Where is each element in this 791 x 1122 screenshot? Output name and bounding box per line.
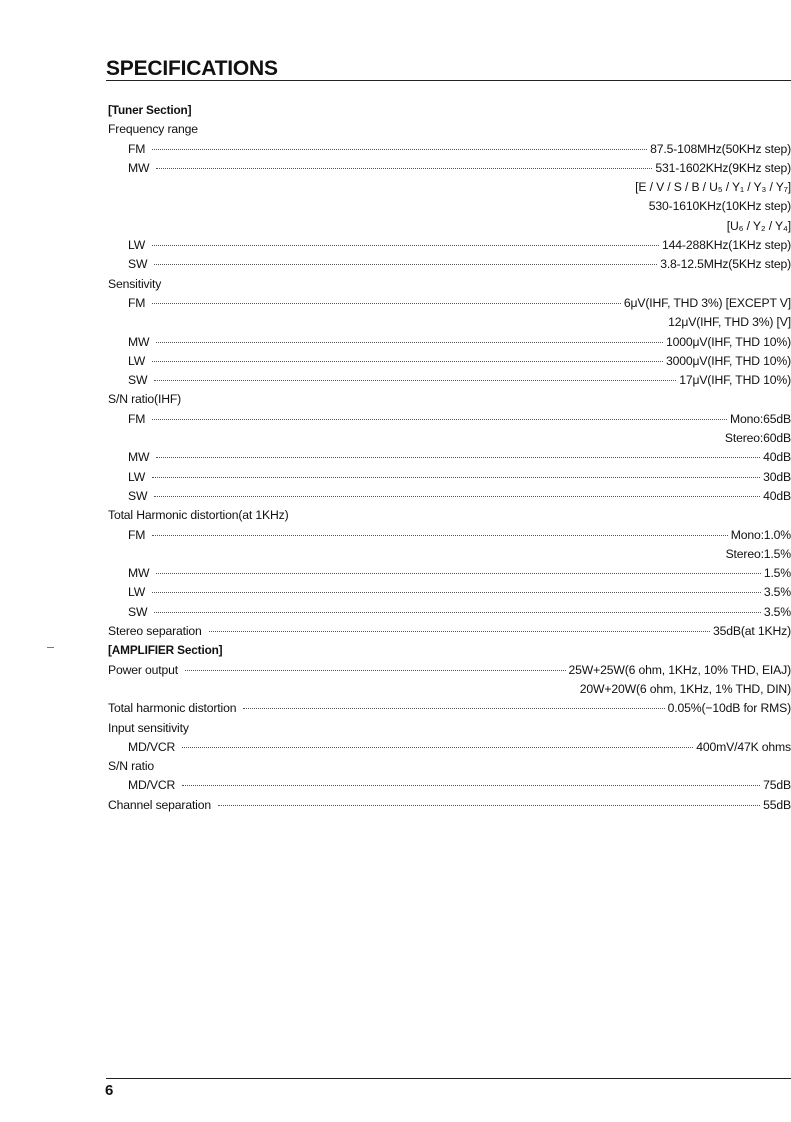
spec-value: 75dB xyxy=(763,778,791,793)
dot-leader xyxy=(152,419,727,420)
spec-label: Power output xyxy=(108,662,179,677)
spec-label: MD/VCR xyxy=(128,778,176,793)
spec-value: 40dB xyxy=(763,450,791,465)
spec-label: SW xyxy=(128,488,148,503)
margin-mark xyxy=(47,647,54,648)
spec-value: 1000μV(IHF, THD 10%) xyxy=(665,334,791,349)
spec-row xyxy=(108,159,791,178)
spec-row xyxy=(108,140,791,159)
spec-value-continuation: [U₆ / Y₂ / Y₄] xyxy=(726,218,791,233)
footer-rule xyxy=(106,1078,791,1079)
dot-leader xyxy=(156,168,652,169)
spec-value-continuation: 530-1610KHz(10KHz step) xyxy=(648,199,791,214)
section-heading: [AMPLIFIER Section] xyxy=(108,643,223,658)
spec-value: Mono:65dB xyxy=(730,411,791,426)
dot-leader xyxy=(152,477,760,478)
dot-leader xyxy=(152,245,659,246)
specifications-list xyxy=(108,101,791,815)
spec-row xyxy=(108,352,791,371)
spec-label: LW xyxy=(128,238,146,253)
spec-label: MW xyxy=(128,566,150,581)
spec-row xyxy=(108,448,791,467)
spec-row xyxy=(108,796,791,815)
spec-value-continuation: Stereo:60dB xyxy=(724,431,791,446)
spec-value-continuation: 20W+20W(6 ohm, 1KHz, 1% THD, DIN) xyxy=(579,681,791,696)
dot-leader xyxy=(156,342,663,343)
dot-leader xyxy=(154,612,760,613)
dot-leader xyxy=(154,496,760,497)
spec-label: LW xyxy=(128,469,146,484)
spec-value: 3.5% xyxy=(763,585,791,600)
spec-row xyxy=(108,776,791,795)
spec-group-heading: Input sensitivity xyxy=(108,720,189,735)
spec-row xyxy=(108,236,791,255)
dot-leader xyxy=(156,457,760,458)
spec-label: FM xyxy=(128,295,146,310)
spec-row xyxy=(108,294,791,313)
dot-leader xyxy=(156,573,760,574)
spec-value: 6μV(IHF, THD 3%) [EXCEPT V] xyxy=(623,295,791,310)
spec-value: 3000μV(IHF, THD 10%) xyxy=(665,353,791,368)
spec-label: MW xyxy=(128,450,150,465)
dot-leader xyxy=(152,303,621,304)
spec-value-continuation: 12μV(IHF, THD 3%) [V] xyxy=(668,315,791,330)
spec-value: 3.8-12.5MHz(5KHz step) xyxy=(660,257,791,272)
spec-label: FM xyxy=(128,411,146,426)
page-title: SPECIFICATIONS xyxy=(106,57,278,80)
spec-label: SW xyxy=(128,373,148,388)
spec-row xyxy=(108,487,791,506)
spec-row xyxy=(108,699,791,718)
spec-row xyxy=(108,583,791,602)
spec-value: 30dB xyxy=(763,469,791,484)
dot-leader xyxy=(152,592,761,593)
dot-leader xyxy=(218,805,760,806)
spec-value: 40dB xyxy=(763,488,791,503)
spec-row xyxy=(108,468,791,487)
spec-row xyxy=(108,333,791,352)
spec-label: LW xyxy=(128,585,146,600)
spec-label: Channel separation xyxy=(108,797,212,812)
spec-row xyxy=(108,371,791,390)
spec-label: LW xyxy=(128,353,146,368)
spec-group-heading: Sensitivity xyxy=(108,276,162,291)
spec-group-heading: Frequency range xyxy=(108,122,198,137)
spec-value: 25W+25W(6 ohm, 1KHz, 10% THD, EIAJ) xyxy=(568,662,791,677)
spec-label: FM xyxy=(128,141,146,156)
spec-value: 35dB(at 1KHz) xyxy=(713,624,791,639)
spec-row xyxy=(108,526,791,545)
spec-value: 531-1602KHz(9KHz step) xyxy=(655,160,791,175)
spec-value: 0.05%(−10dB for RMS) xyxy=(667,701,791,716)
page-number: 6 xyxy=(105,1082,114,1099)
spec-value: Mono:1.0% xyxy=(730,527,791,542)
spec-row xyxy=(108,603,791,622)
spec-label: FM xyxy=(128,527,146,542)
spec-label: MD/VCR xyxy=(128,739,176,754)
spec-value-continuation: Stereo:1.5% xyxy=(725,546,791,561)
spec-value: 144-288KHz(1KHz step) xyxy=(662,238,791,253)
spec-label: SW xyxy=(128,604,148,619)
spec-group-heading: S/N ratio(IHF) xyxy=(108,392,182,407)
spec-value-continuation: [E / V / S / B / U₅ / Y₁ / Y₃ / Y₇] xyxy=(635,180,791,195)
section-heading: [Tuner Section] xyxy=(108,103,192,117)
spec-group-heading: Total Harmonic distortion(at 1KHz) xyxy=(108,508,289,523)
spec-label: SW xyxy=(128,257,148,272)
dot-leader xyxy=(182,785,760,786)
spec-row xyxy=(108,255,791,274)
spec-value: 400mV/47K ohms xyxy=(696,739,791,754)
spec-group-heading: S/N ratio xyxy=(108,759,155,774)
dot-leader xyxy=(154,380,676,381)
dot-leader xyxy=(209,631,710,632)
spec-row xyxy=(108,410,791,429)
dot-leader xyxy=(154,264,657,265)
spec-row xyxy=(108,564,791,583)
spec-row xyxy=(108,661,791,680)
dot-leader xyxy=(152,361,663,362)
dot-leader xyxy=(243,708,664,709)
spec-value: 1.5% xyxy=(763,566,791,581)
spec-row xyxy=(108,622,791,641)
spec-row xyxy=(108,738,791,757)
dot-leader xyxy=(152,535,727,536)
title-rule xyxy=(106,80,791,81)
spec-value: 55dB xyxy=(763,797,791,812)
spec-label: Stereo separation xyxy=(108,624,202,639)
spec-value: 17μV(IHF, THD 10%) xyxy=(679,373,791,388)
spec-label: MW xyxy=(128,334,150,349)
spec-value: 87.5-108MHz(50KHz step) xyxy=(650,141,791,156)
dot-leader xyxy=(185,670,566,671)
dot-leader xyxy=(152,149,647,150)
spec-label: Total harmonic distortion xyxy=(108,701,237,716)
spec-value: 3.5% xyxy=(763,604,791,619)
dot-leader xyxy=(182,747,693,748)
spec-label: MW xyxy=(128,160,150,175)
